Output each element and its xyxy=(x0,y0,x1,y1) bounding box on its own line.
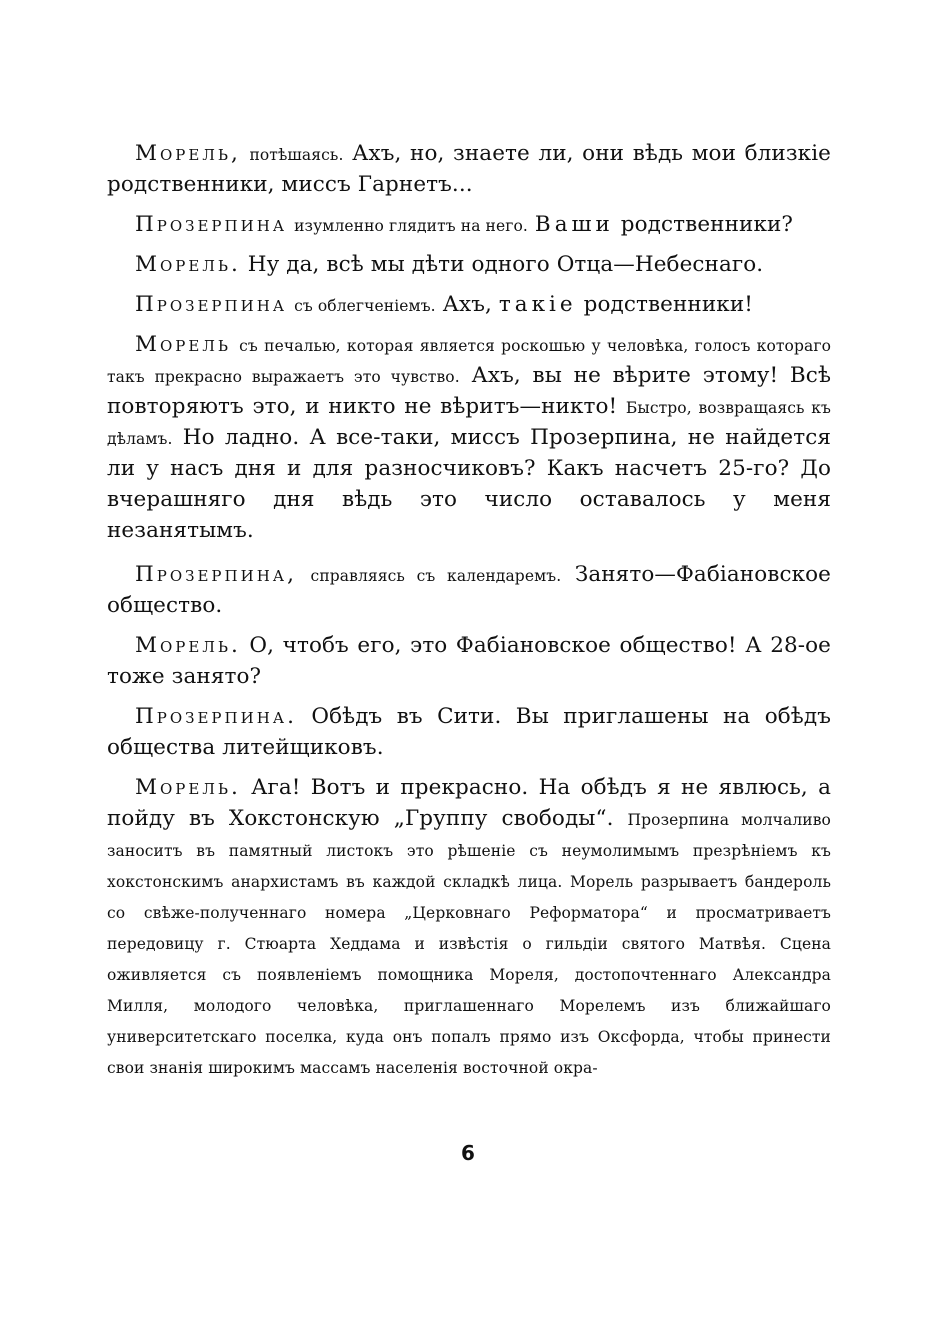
dialogue-text-lead: Ахъ, xyxy=(442,292,492,317)
stage-direction-2: Быстро, возвращаясь къ дѣламъ. xyxy=(107,399,831,448)
emphasized-word: Ваши xyxy=(534,212,614,237)
stage-direction: изумленно глядитъ на него. xyxy=(294,217,528,235)
stage-direction: съ печалью, которая является роскошью у человѣка, голосъ котораго такъ прекрасно выражаетъ это чувство. xyxy=(107,337,831,386)
paragraph-2 xyxy=(107,209,831,240)
dialogue-text: Ну да, всѣ мы дѣти одного Отца—Небеснаго. xyxy=(247,252,764,277)
stage-direction: справляясь съ календаремъ. xyxy=(310,567,562,585)
dialogue-text: родственники! xyxy=(583,292,753,317)
dialogue-text: родственники? xyxy=(620,212,794,237)
page-number: 6 xyxy=(461,1141,475,1165)
stage-direction: Прозерпина молчаливо заноситъ въ памятный листокъ это рѣшеніе съ неумолимымъ презрѣніемъ къ хокстонскимъ анархистамъ въ каждой складкѣ лица. Морель разрываетъ бандероль со свѣже-полученнаго номера „Церковнаго Реформатора“ и просматриваетъ передовицу г. Стюарта Хеддама и извѣстія о гильдіи святого Матвѣя. Сцена оживляется съ появленіемъ помощника Мореля, достопочтеннаго Александра Милля, молодого человѣка, приглашеннаго Морелемъ изъ ближайшаго университетскаго поселка, куда онъ попалъ прямо изъ Оксфорда, чтобы принести свои знанія широкимъ массамъ населенія восточной окра- xyxy=(107,811,831,1077)
speaker-name: Морель xyxy=(135,332,231,357)
dialogue-text-2: Но ладно. А все-таки, миссъ Прозерпина, не найдется ли у насъ дня и для разносчиковъ? Какъ насчетъ 25-го? До вчерашняго дня вѣдь это число оставалось у меня незанятымъ. xyxy=(107,425,831,543)
paragraph-3 xyxy=(107,249,831,280)
dialogue-text: Обѣдъ въ Сити. Вы приглашены на обѣдъ общества литейщиковъ. xyxy=(107,704,831,760)
dialogue-text: Ахъ, но, знаете ли, они вѣдь мои близкіе родственники, миссъ Гарнетъ... xyxy=(107,141,832,197)
paragraph-8 xyxy=(107,701,831,763)
paragraph-7 xyxy=(107,630,831,692)
stage-direction: потѣшаясь. xyxy=(249,146,344,164)
dialogue-text: О, чтобъ его, это Фабіановское общество! А 28-ое тоже занято? xyxy=(107,633,832,689)
stage-direction: съ облегченіемъ. xyxy=(294,297,436,315)
page-text-block xyxy=(107,138,831,1095)
paragraph-4 xyxy=(107,289,831,320)
speaker-name: Прозерпина. xyxy=(135,704,297,729)
speaker-name: Морель. xyxy=(135,252,241,277)
dialogue-text: Ахъ, вы не вѣрите этому! Всѣ повторяютъ это, и никто не вѣритъ—никто! xyxy=(107,363,832,419)
speaker-name: Прозерпина xyxy=(135,212,288,237)
paragraph-5 xyxy=(107,329,831,546)
speaker-name: Морель, xyxy=(135,141,241,166)
speaker-name: Прозерпина, xyxy=(135,562,297,587)
speaker-name: Прозерпина xyxy=(135,292,288,317)
dialogue-text: Ага! Вотъ и прекрасно. На обѣдъ я не явлюсь, а пойду въ Хокстонскую „Группу свободы“. xyxy=(107,775,831,831)
speaker-name: Морель. xyxy=(135,775,241,800)
paragraph-6 xyxy=(107,559,831,621)
paragraph-1 xyxy=(107,138,831,200)
paragraph-9 xyxy=(107,772,831,1082)
dialogue-text: Занято—Фабіановское общество. xyxy=(107,562,832,618)
speaker-name: Морель. xyxy=(135,633,241,658)
emphasized-word: такіе xyxy=(498,292,577,317)
